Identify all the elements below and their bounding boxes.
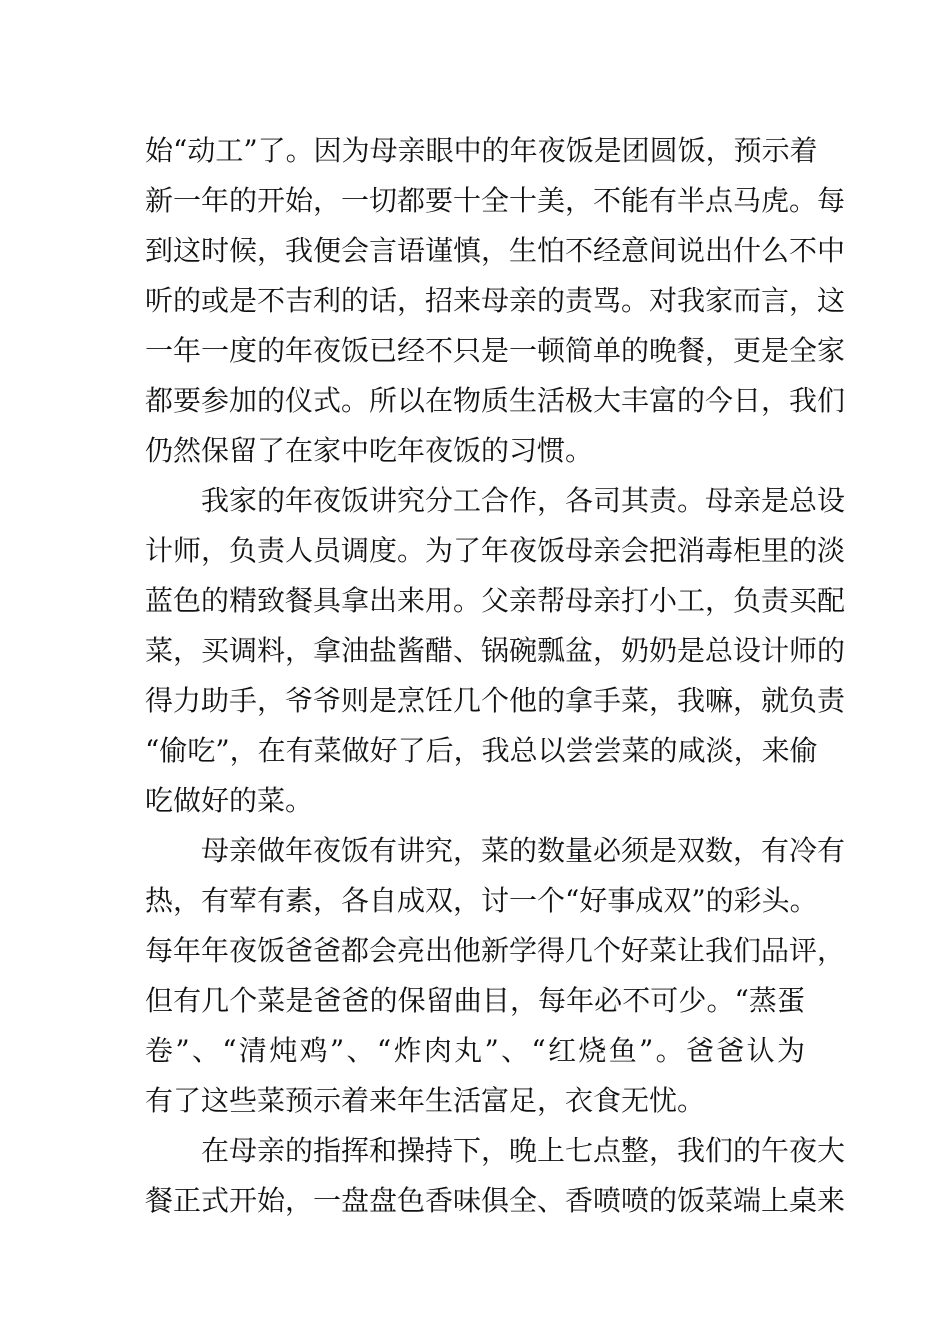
paragraph-4-line-1: 在母亲的指挥和操持下，晚上七点整，我们的午夜大: [201, 1134, 846, 1167]
paragraph-2-line-7: 吃做好的菜。: [145, 784, 314, 817]
paragraph-2-line-2: 计师，负责人员调度。为了年夜饭母亲会把消毒柜里的淡: [145, 534, 846, 567]
paragraph-2-line-3: 蓝色的精致餐具拿出来用。父亲帮母亲打小工，负责买配: [145, 584, 846, 617]
paragraph-2-line-6: “偷吃”，在有菜做好了后，我总以尝尝菜的咸淡，来偷: [145, 734, 818, 767]
paragraph-1-line-5: 一年一度的年夜饭已经不只是一顿简单的晚餐，更是全家: [145, 334, 846, 367]
paragraph-3-line-3: 每年年夜饭爸爸都会亮出他新学得几个好菜让我们品评，: [145, 934, 846, 967]
paragraph-1-line-2: 新一年的开始，一切都要十全十美，不能有半点马虎。每: [145, 184, 846, 217]
paragraph-3-line-4: 但有几个菜是爸爸的保留曲目，每年必不可少。“蒸蛋: [145, 984, 805, 1017]
paragraph-1-line-7: 仍然保留了在家中吃年夜饭的习惯。: [145, 434, 594, 467]
paragraph-3-line-6: 有了这些菜预示着来年生活富足，衣食无忧。: [145, 1084, 706, 1117]
paragraph-1-line-3: 到这时候，我便会言语谨慎，生怕不经意间说出什么不中: [145, 234, 846, 267]
paragraph-1-line-4: 听的或是不吉利的话，招来母亲的责骂。对我家而言，这: [145, 284, 846, 317]
body-text: [145, 126, 846, 1226]
paragraph-1-line-1: 始“动工”了。因为母亲眼中的年夜饭是团圆饭，预示着: [145, 134, 818, 167]
paragraph-1-line-6: 都要参加的仪式。所以在物质生活极大丰富的今日，我们: [145, 384, 846, 417]
paragraph-3-line-2: 热，有荤有素，各自成双，讨一个“好事成双”的彩头。: [145, 884, 818, 917]
paragraph-2-line-4: 菜，买调料，拿油盐酱醋、锅碗瓢盆，奶奶是总设计师的: [145, 634, 846, 667]
paragraph-3-line-1: 母亲做年夜饭有讲究，菜的数量必须是双数，有冷有: [201, 834, 846, 867]
paragraph-2-line-1: 我家的年夜饭讲究分工合作，各司其责。母亲是总设: [201, 484, 846, 517]
paragraph-3-line-5: 卷”、“清炖鸡”、“炸肉丸”、“红烧鱼”。爸爸认为: [145, 1034, 805, 1067]
paragraph-2-line-5: 得力助手，爷爷则是烹饪几个他的拿手菜，我嘛，就负责: [145, 684, 846, 717]
paragraph-4-line-2: 餐正式开始，一盘盘色香味俱全、香喷喷的饭菜端上桌来: [145, 1184, 846, 1217]
